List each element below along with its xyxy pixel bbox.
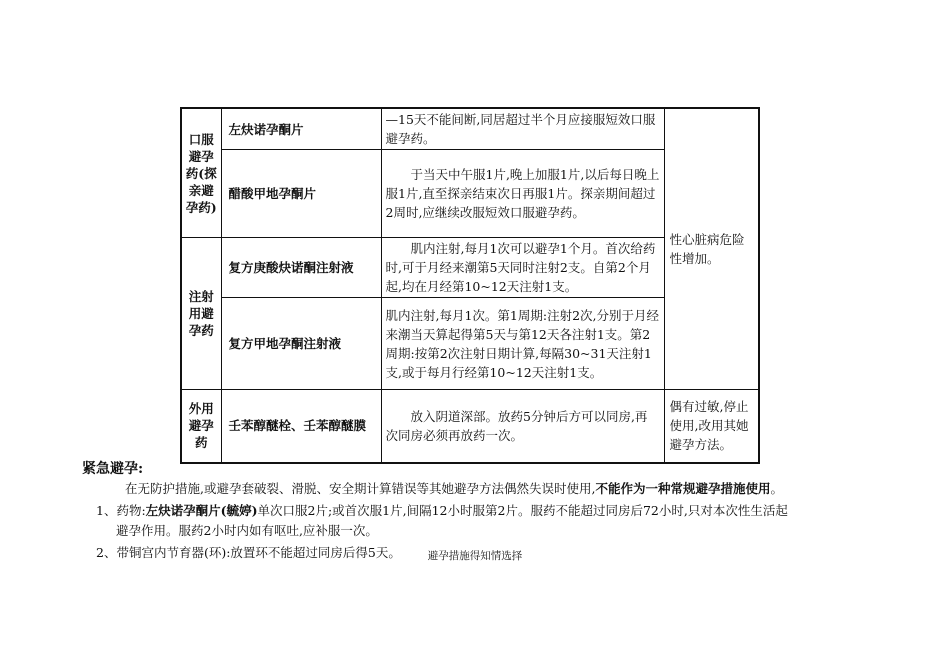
section-title: 紧急避孕: (82, 461, 144, 477)
item-text: 单次口服2片;或首次服1片,间隔12小时服第2片。服药不能超过同房后72小时,只对本次性生活起 (257, 503, 788, 518)
category-topical: 外用避孕药 (181, 390, 221, 463)
emergency-item-2: 2、带铜宫内节育器(环):放置环不能超过同房后得5天。 (96, 545, 401, 560)
category-injection: 注射用避孕药 (181, 238, 221, 390)
intro-end: 。 (770, 481, 783, 496)
drug-desc: 肌内注射,每月1次。第1周期:注射2次,分别于月经来潮当天算起得第5天与第12天各注射1支。第2周期:按第2次注射日期计算,每隔30~31天注射1支,或于每月行经第10~12天注射1支。 (381, 298, 664, 390)
drug-name: 左炔诺孕酮片 (221, 108, 381, 150)
drug-name: 壬苯醇醚栓、壬苯醇醚膜 (221, 390, 381, 463)
emergency-item-1 (96, 501, 788, 519)
category-oral: 口服避孕药(探亲避孕药) (181, 108, 221, 238)
drug-desc: 肌内注射,每月1次可以避孕1个月。首次给药时,可于月经来潮第5天同时注射2支。自第2个月起,均在月经第10~12天注射1支。 (381, 238, 664, 298)
table-row (181, 390, 759, 463)
intro-text: 在无防护措施,或避孕套破裂、滑脱、安全期计算错误等其她避孕方法偶然失误时使用, (125, 481, 596, 496)
drug-name: 醋酸甲地孕酮片 (221, 150, 381, 238)
drug-desc: 于当天中午服1片,晚上加服1片,以后每日晚上服1片,直至探亲结束次日再服1片。探亲期间超过2周时,应继续改服短效口服避孕药。 (381, 150, 664, 238)
item-prefix: 1、药物: (96, 503, 146, 518)
emergency-item-1-continued: 避孕作用。服药2小时内如有呕吐,应补服一次。 (116, 523, 378, 538)
drug-desc: —15天不能间断,同居超过半个月应接服短效口服避孕药。 (381, 108, 664, 150)
item-drug: 左炔诺孕酮片(毓婷) (145, 503, 258, 518)
drug-name: 复方甲地孕酮注射液 (221, 298, 381, 390)
page-footer: 避孕措施得知情选择 (427, 550, 523, 562)
drug-name: 复方庚酸炔诺酮注射液 (221, 238, 381, 298)
table-row (181, 108, 759, 150)
emergency-intro (125, 479, 783, 497)
side-effect-note: 性心脏病危险性增加。 (664, 108, 759, 390)
contraceptive-table (180, 107, 760, 464)
allergy-note: 偶有过敏,停止使用,改用其她避孕方法。 (664, 390, 759, 463)
drug-desc: 放入阴道深部。放药5分钟后方可以同房,再次同房必须再放药一次。 (381, 390, 664, 463)
intro-warning: 不能作为一种常规避孕措施使用 (595, 481, 771, 496)
